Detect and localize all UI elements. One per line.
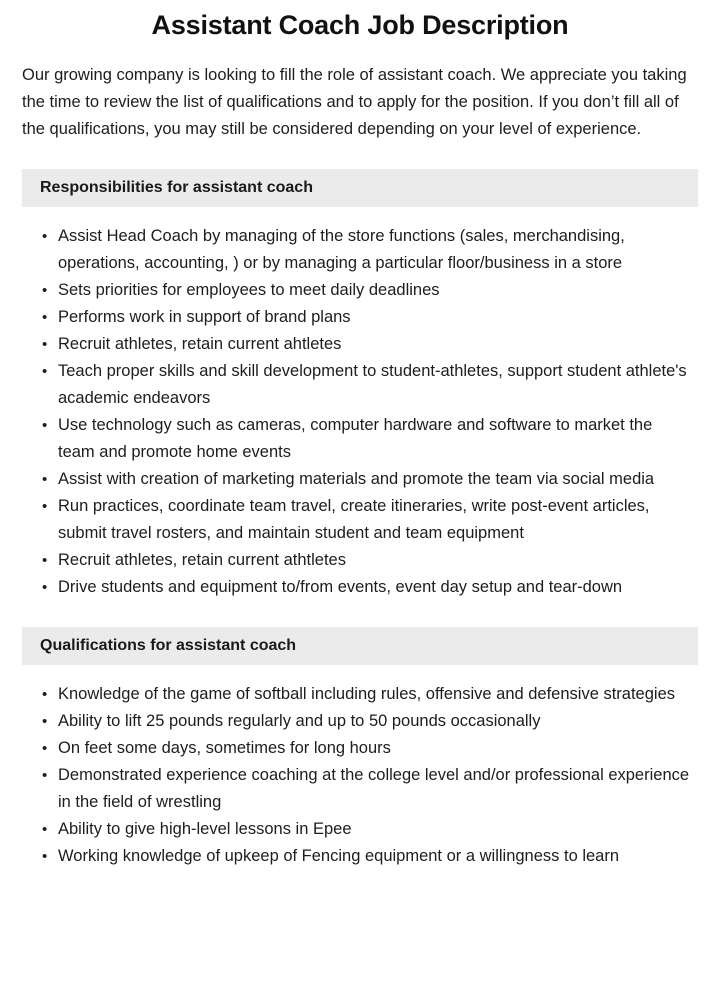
list-item: • On feet some days, sometimes for long hours bbox=[58, 735, 698, 762]
qualifications-section bbox=[0, 627, 720, 870]
qualifications-section-heading: Qualifications for assistant coach bbox=[22, 627, 698, 665]
list-item: • Sets priorities for employees to meet daily deadlines bbox=[58, 277, 698, 304]
list-item: • Demonstrated experience coaching at the college level and/or professional experience in the field of wrestling bbox=[58, 762, 698, 816]
page-title: Assistant Coach Job Description bbox=[151, 10, 569, 40]
list-item: • Ability to lift 25 pounds regularly and up to 50 pounds occasionally bbox=[58, 708, 698, 735]
responsibilities-section-heading: Responsibilities for assistant coach bbox=[22, 169, 698, 207]
list-item: • Working knowledge of upkeep of Fencing equipment or a willingness to learn bbox=[58, 843, 698, 870]
list-item: • Use technology such as cameras, computer hardware and software to market the team and promote home events bbox=[58, 412, 698, 466]
responsibilities-section bbox=[0, 169, 720, 601]
list-item: • Drive students and equipment to/from events, event day setup and tear-down bbox=[58, 574, 698, 601]
intro-paragraph: Our growing company is looking to fill the role of assistant coach. We appreciate you taking the time to review the list of qualifications and to apply for the position. If you don’t fill all of the qualifications, you may still be considered depending on your level of experience. bbox=[22, 66, 687, 138]
list-item: • Assist with creation of marketing materials and promote the team via social media bbox=[58, 466, 698, 493]
list-item: • Recruit athletes, retain current ahtletes bbox=[58, 331, 698, 358]
list-item: • Knowledge of the game of softball including rules, offensive and defensive strategies bbox=[58, 681, 698, 708]
list-item: • Run practices, coordinate team travel, create itineraries, write post-event articles, submit travel rosters, and maintain student and team equipment bbox=[58, 493, 698, 547]
list-item: • Assist Head Coach by managing of the store functions (sales, merchandising, operations, accounting, ) or by managing a particular floor/business in a store bbox=[58, 223, 698, 277]
qualifications-list bbox=[0, 665, 720, 870]
list-item: • Performs work in support of brand plans bbox=[58, 304, 698, 331]
list-item: • Teach proper skills and skill development to student-athletes, support student athlete's academic endeavors bbox=[58, 358, 698, 412]
list-item: • Recruit athletes, retain current athtletes bbox=[58, 547, 698, 574]
list-item: • Ability to give high-level lessons in Epee bbox=[58, 816, 698, 843]
responsibilities-list bbox=[0, 207, 720, 601]
